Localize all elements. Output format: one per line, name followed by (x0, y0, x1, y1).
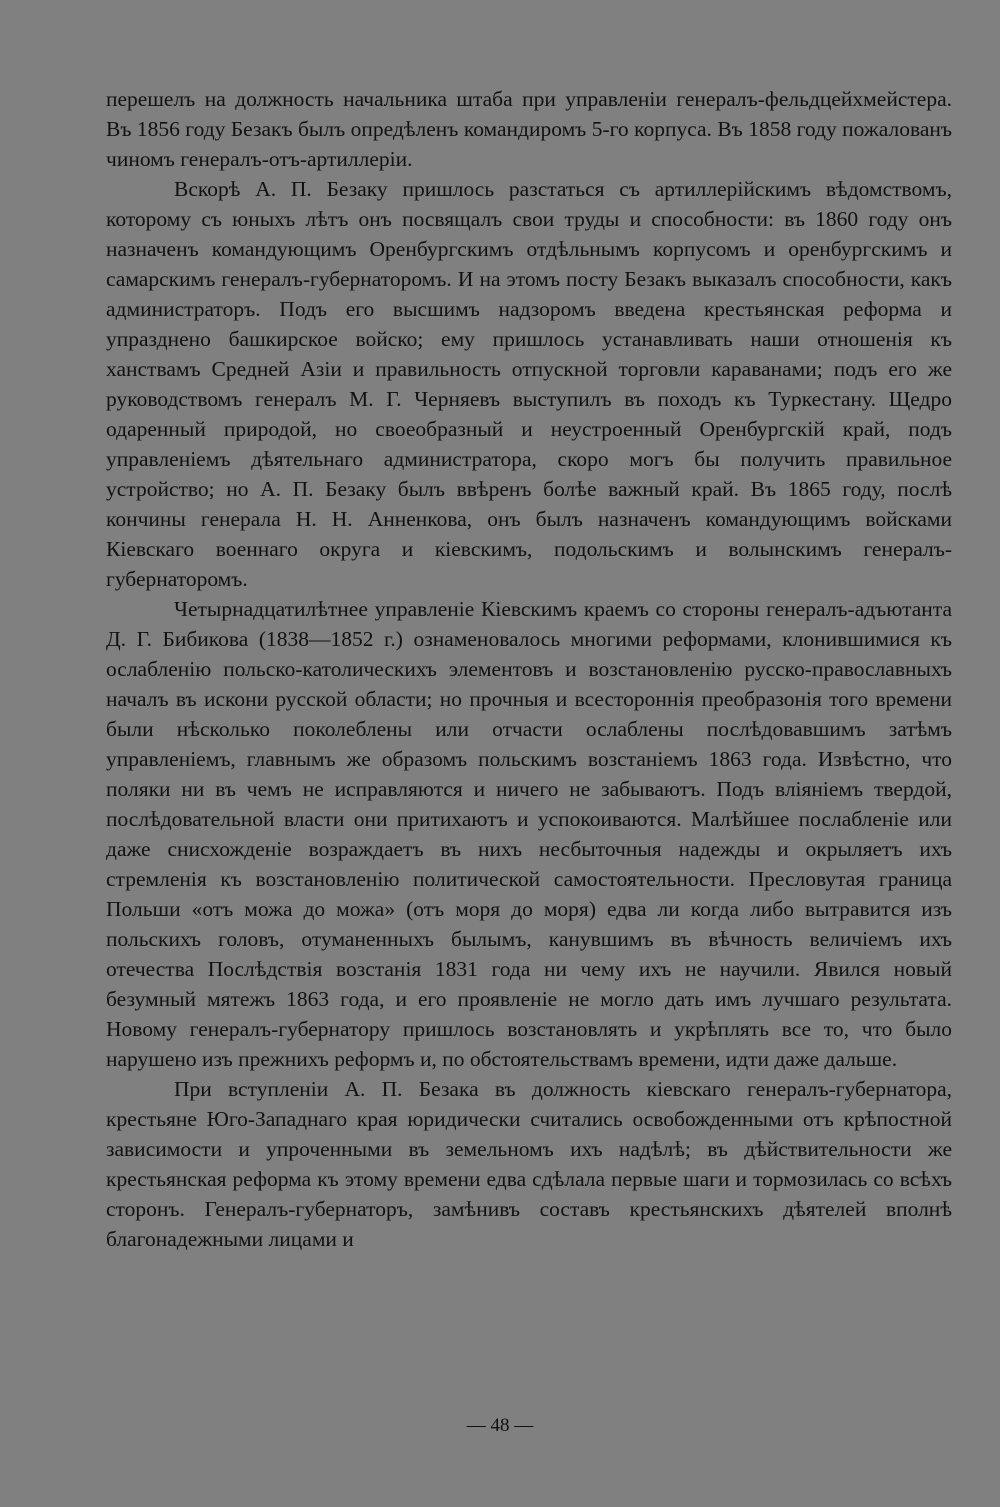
paragraph-continued: перешелъ на должность начальника штаба при управленіи генералъ-фельдцейхмейстера. Въ 1856 году Безакъ былъ опредѣленъ командиромъ 5-го корпуса. Въ 1858 году пожалованъ чиномъ генералъ-отъ-артиллеріи. (106, 87, 952, 171)
page-number: — 48 — (466, 1415, 534, 1436)
paragraph-orenburg: Вскорѣ А. П. Безаку пришлось разстаться съ артиллерійскимъ вѣдомствомъ, которому съ юныхъ лѣтъ онъ посвящалъ свои труды и способности: въ 1860 году онъ назначенъ командующимъ Оренбургскимъ отдѣльнымъ корпусомъ и оренбургскимъ и самарскимъ генералъ-губернаторомъ. И на этомъ посту Безакъ выказалъ способности, какъ администраторъ. Подъ его высшимъ надзоромъ введена крестьянская реформа и упразднено башкирское войско; ему пришлось устанавливать наши отношенія къ ханствамъ Средней Азіи и правильность отпускной торговли караванами; подъ его же руководствомъ генералъ М. Г. Черняевъ выступилъ въ походъ къ Туркестану. Щедро одаренный природой, но своеобразный и неустроенный Оренбургскій край, подъ управленіемъ дѣятельнаго администратора, скоро могъ бы получить правильное устройство; но А. П. Безаку былъ ввѣренъ болѣе важный край. Въ 1865 году, послѣ кончины генерала Н. Н. Анненкова, онъ былъ назначенъ командующимъ войсками Кіевскаго военнаго округа и кіевскимъ, подольскимъ и волынскимъ генералъ-губернаторомъ. (106, 177, 952, 591)
paragraph-bibikov: Четырнадцатилѣтнее управленіе Кіевскимъ краемъ со стороны генералъ-адъютанта Д. Г. Бибикова (1838—1852 г.) ознаменовалось многими реформами, клонившимися къ ослабленію польско-католическихъ элементовъ и возстановленію русско-православныхъ началъ въ искони русской области; но прочныя и всестороннія преобразонія того времени были нѣсколько поколеблены или отчасти ослаблены послѣдовавшимъ затѣмъ управленіемъ, главнымъ же образомъ польскимъ возстаніемъ 1863 года. Извѣстно, что поляки ни въ чемъ не исправляются и ничего не забываютъ. Подъ вліяніемъ твердой, послѣдовательной власти они притихаютъ и успокоиваются. Малѣйшее послабленіе или даже снисхожденіе возраждаетъ въ нихъ несбыточныя надежды и окрыляетъ ихъ стремленія къ возстановленію политической самостоятельности. Пресловутая граница Польши «отъ можа до можа» (отъ моря до моря) едва ли когда либо вытравится изъ польскихъ головъ, отуманенныхъ былымъ, канувшимъ въ вѣчность величіемъ ихъ отечества Послѣдствія возстанія 1831 года ни чему ихъ не научили. Явился новый безумный мятежъ 1863 года, и его проявленіе не могло дать имъ лучшаго результата. Новому генералъ-губернатору пришлось возстановлять и укрѣплять все то, что было нарушено изъ прежнихъ реформъ и, по обстоятельствамъ времени, идти даже дальше. (106, 597, 952, 1071)
page-body (106, 84, 952, 1254)
paragraph-bezak-kiev: При вступленіи А. П. Безака въ должность кіевскаго генералъ-губернатора, крестьяне Юго-Западнаго края юридически считались освобожденными отъ крѣпостной зависимости и упроченными въ земельномъ ихъ надѣлѣ; въ дѣйствительности же крестьянская реформа къ этому времени едва сдѣлала первые шаги и тормозилась со всѣхъ сторонъ. Генералъ-губернаторъ, замѣнивъ составъ крестьянскихъ дѣятелей вполнѣ благонадежными лицами и (106, 1077, 952, 1251)
